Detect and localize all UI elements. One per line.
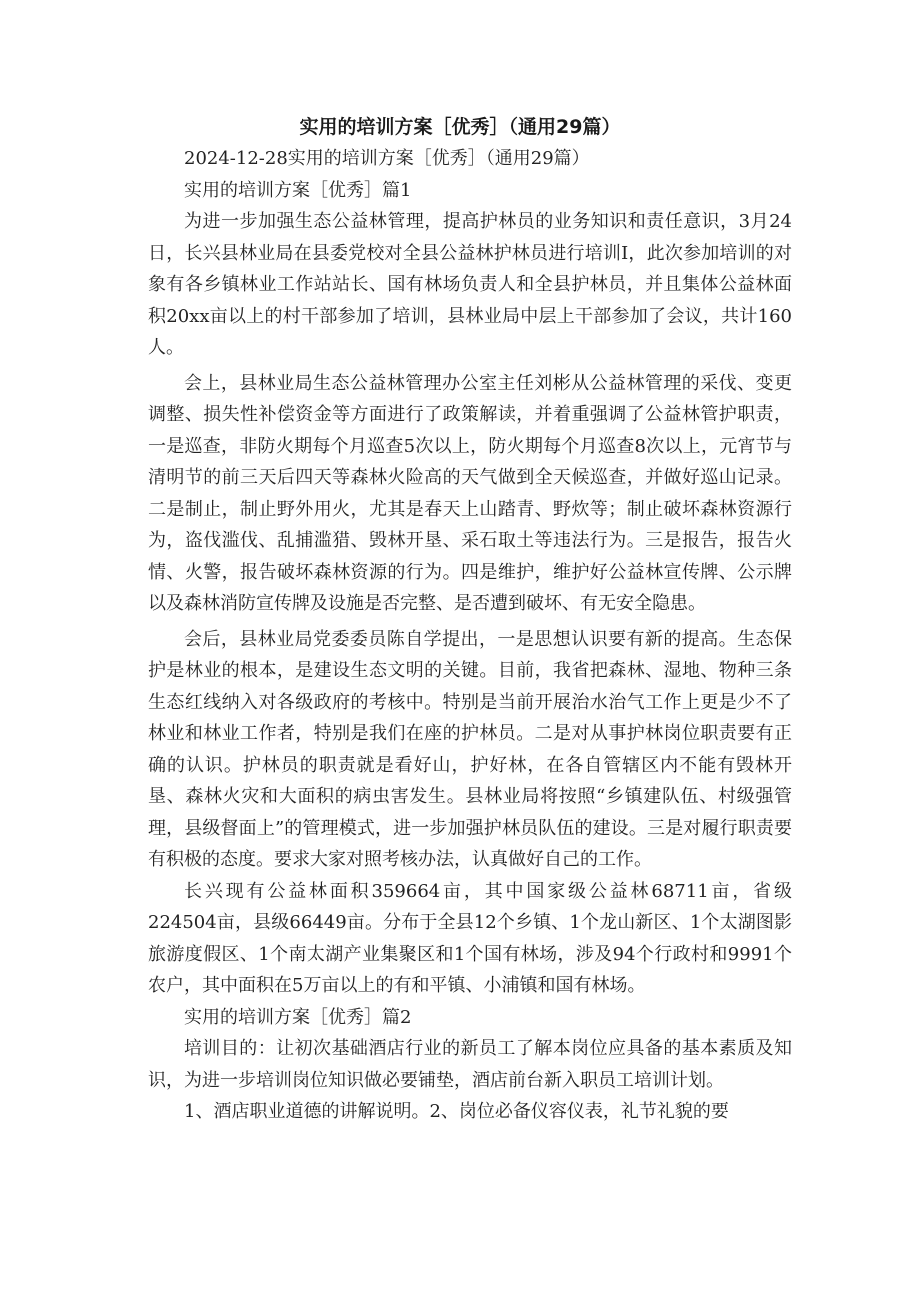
- document-title: 实用的培训方案［优秀］（通用29篇）: [299, 116, 621, 138]
- document-body: [148, 143, 792, 1128]
- paragraph: 培训目的：让初次基础酒店行业的新员工了解本岗位应具备的基本素质及知识，为进一步培训岗位知识做必要铺垫，酒店前台新入职员工培训计划。: [148, 1038, 792, 1091]
- paragraph: 为进一步加强生态公益林管理，提高护林员的业务知识和责任意识，3月24日，长兴县林业局在县委党校对全县公益林护林员进行培训I，此次参加培训的对象有各乡镇林业工作站站长、国有林场负责人和全县护林员，并且集体公益林面积20xx亩以上的村干部参加了培训，县林业局中层上干部参加了会议，共计160人。: [148, 211, 792, 358]
- paragraph: 1、酒店职业道德的讲解说明。2、岗位必备仪容仪表，礼节礼貌的要: [184, 1101, 729, 1122]
- section-heading-1: 实用的培训方案［优秀］篇1: [184, 179, 412, 201]
- date-line: 2024-12-28实用的培训方案［优秀］（通用29篇）: [184, 148, 590, 169]
- paragraph: 会后，县林业局党委委员陈自学提出，一是思想认识要有新的提高。生态保护是林业的根本，是建设生态文明的关键。目前，我省把森林、湿地、物种三条生态红线纳入对各级政府的考核中。特别是当前开展治水治气工作上更是少不了林业和林业工作者，特别是我们在座的护林员。二是对从事护林岗位职责要有正确的认识。护林员的职责就是看好山，护好林，在各自管辖区内不能有毁林开垦、森林火灾和大面积的病虫害发生。县林业局将按照“乡镇建队伍、村级强管理，县级督面上”的管理模式，进一步加强护林员队伍的建设。三是对履行职责要有积极的态度。要求大家对照考核办法，认真做好自己的工作。: [148, 628, 792, 870]
- section-heading-2: 实用的培训方案［优秀］篇2: [184, 1006, 412, 1028]
- paragraph: 长兴现有公益林面积359664亩，其中国家级公益林68711亩，省级224504亩，县级66449亩。分布于全县12个乡镇、1个龙山新区、1个太湖图影旅游度假区、1个南太湖产业集聚区和1个国有林场，涉及94个行政村和9991个农户，其中面积在5万亩以上的有和平镇、小浦镇和国有林场。: [148, 880, 792, 996]
- paragraph: 会上，县林业局生态公益林管理办公室主任刘彬从公益林管理的采伐、变更调整、损失性补偿资金等方面进行了政策解读，并着重强调了公益林管护职责，一是巡查，非防火期每个月巡查5次以上，防火期每个月巡查8次以上，元宵节与清明节的前三天后四天等森林火险高的天气做到全天候巡查，并做好巡山记录。二是制止，制止野外用火，尤其是春天上山踏青、野炊等；制止破坏森林资源行为，盗伐滥伐、乱捕滥猎、毁林开垦、采石取土等违法行为。三是报告，报告火情、火警，报告破坏森林资源的行为。四是维护，维护好公益林宣传牌、公示牌以及森林消防宣传牌及设施是否完整、是否遭到破坏、有无安全隐患。: [148, 372, 792, 614]
